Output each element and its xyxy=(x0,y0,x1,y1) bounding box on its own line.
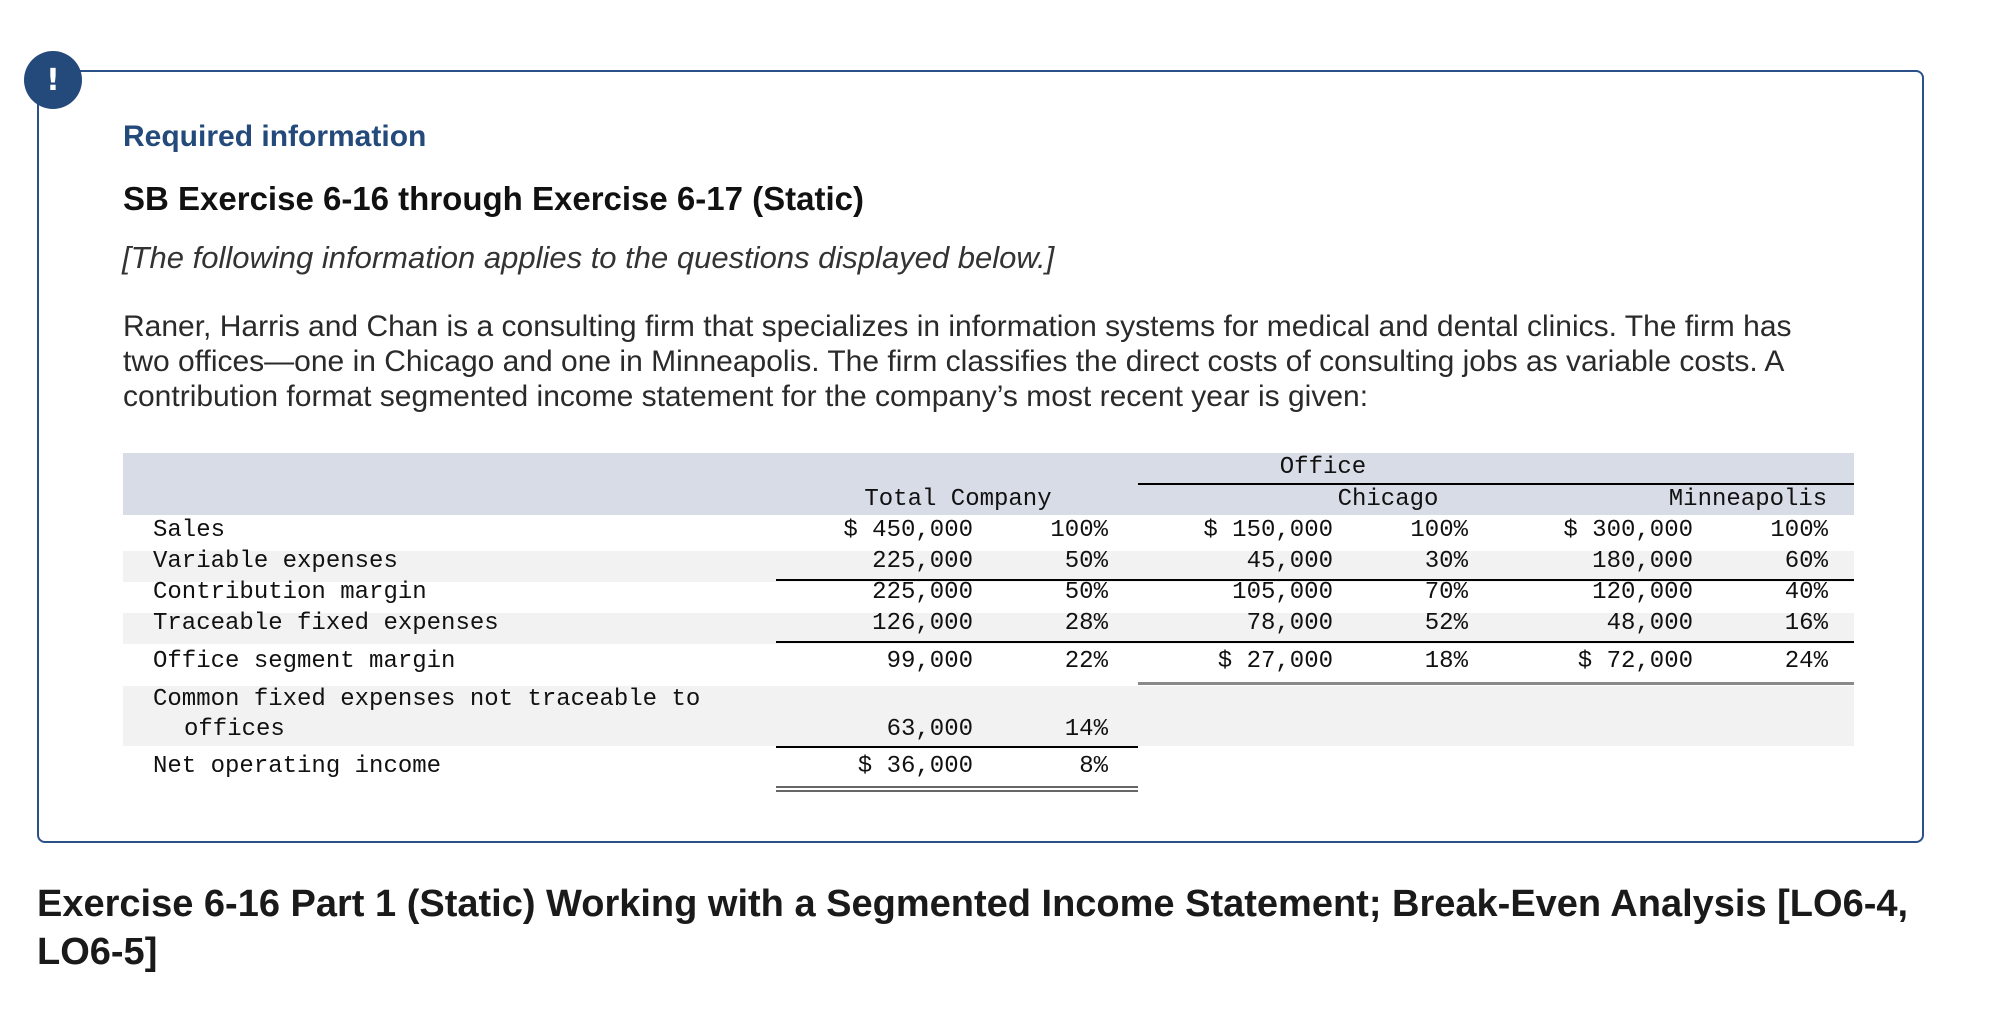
row-label: Net operating income xyxy=(153,753,442,780)
total-value: 225,000 xyxy=(872,579,973,606)
chicago-value: 78,000 xyxy=(1246,610,1333,637)
alert-icon: ! xyxy=(24,51,82,109)
total-value: 99,000 xyxy=(886,648,973,675)
minneapolis-percent: 40% xyxy=(1784,579,1828,606)
chicago-header: Chicago xyxy=(1337,486,1439,513)
row-label: Office segment margin xyxy=(153,648,456,675)
minneapolis-value: 180,000 xyxy=(1592,548,1693,575)
office-header: Office xyxy=(1279,454,1367,481)
minneapolis-value: 48,000 xyxy=(1606,610,1693,637)
chicago-value: 45,000 xyxy=(1246,548,1333,575)
total-company-header: Total Company xyxy=(864,486,1052,513)
minneapolis-value: $ 72,000 xyxy=(1577,648,1693,675)
total-percent: 100% xyxy=(1050,517,1108,544)
minneapolis-percent: 16% xyxy=(1784,610,1828,637)
total-value: 225,000 xyxy=(872,548,973,575)
office-total-rule xyxy=(1138,682,1854,685)
required-information-heading: Required information xyxy=(123,120,427,153)
total-percent: 14% xyxy=(1064,716,1108,743)
total-value: $ 36,000 xyxy=(857,753,973,780)
minneapolis-value: 120,000 xyxy=(1592,579,1693,606)
row-label: Contribution margin xyxy=(153,579,427,606)
row-label: Sales xyxy=(153,517,226,544)
row-label: Traceable fixed expenses xyxy=(153,610,499,637)
row-label-continued: offices xyxy=(184,716,285,743)
minneapolis-percent: 60% xyxy=(1784,548,1828,575)
segmented-income-statement xyxy=(123,453,1854,798)
chicago-value: $ 27,000 xyxy=(1217,648,1333,675)
chicago-percent: 100% xyxy=(1410,517,1468,544)
minneapolis-header: Minneapolis xyxy=(1668,486,1828,513)
total-value: $ 450,000 xyxy=(843,517,973,544)
total-percent: 50% xyxy=(1064,548,1108,575)
double-underline xyxy=(776,786,1138,792)
total-percent: 50% xyxy=(1064,579,1108,606)
chicago-percent: 30% xyxy=(1424,548,1468,575)
chicago-percent: 18% xyxy=(1424,648,1468,675)
total-percent: 28% xyxy=(1064,610,1108,637)
minneapolis-value: $ 300,000 xyxy=(1563,517,1693,544)
part-title: Exercise 6-16 Part 1 (Static) Working with a Segmented Income Statement; Break-Even Analysis [LO6-4, LO6-5] xyxy=(37,883,1909,973)
minneapolis-percent: 100% xyxy=(1770,517,1828,544)
total-percent: 22% xyxy=(1064,648,1108,675)
office-header-rule xyxy=(1138,483,1854,485)
minneapolis-percent: 24% xyxy=(1784,648,1828,675)
applies-note: [The following information applies to the questions displayed below.] xyxy=(122,240,1055,275)
total-value: 126,000 xyxy=(872,610,973,637)
total-percent: 8% xyxy=(1079,753,1108,780)
intro-paragraph: Raner, Harris and Chan is a consulting firm that specializes in information systems for medical and dental clinics. The firm has two offices—one in Chicago and one in Minneapolis. The firm classifies the direct costs of consulting jobs as variable costs. A contribution format segmented income statement for the company’s most recent year is given: xyxy=(123,310,1792,413)
row-label: Variable expenses xyxy=(153,548,398,575)
exercise-title: SB Exercise 6-16 through Exercise 6-17 (Static) xyxy=(123,180,864,217)
total-value: 63,000 xyxy=(886,716,973,743)
chicago-percent: 52% xyxy=(1424,610,1468,637)
subtotal-rule xyxy=(776,746,1138,748)
subtotal-rule xyxy=(776,641,1854,643)
chicago-percent: 70% xyxy=(1424,579,1468,606)
row-label: Common fixed expenses not traceable to xyxy=(153,686,701,713)
chicago-value: 105,000 xyxy=(1232,579,1333,606)
chicago-value: $ 150,000 xyxy=(1203,517,1333,544)
